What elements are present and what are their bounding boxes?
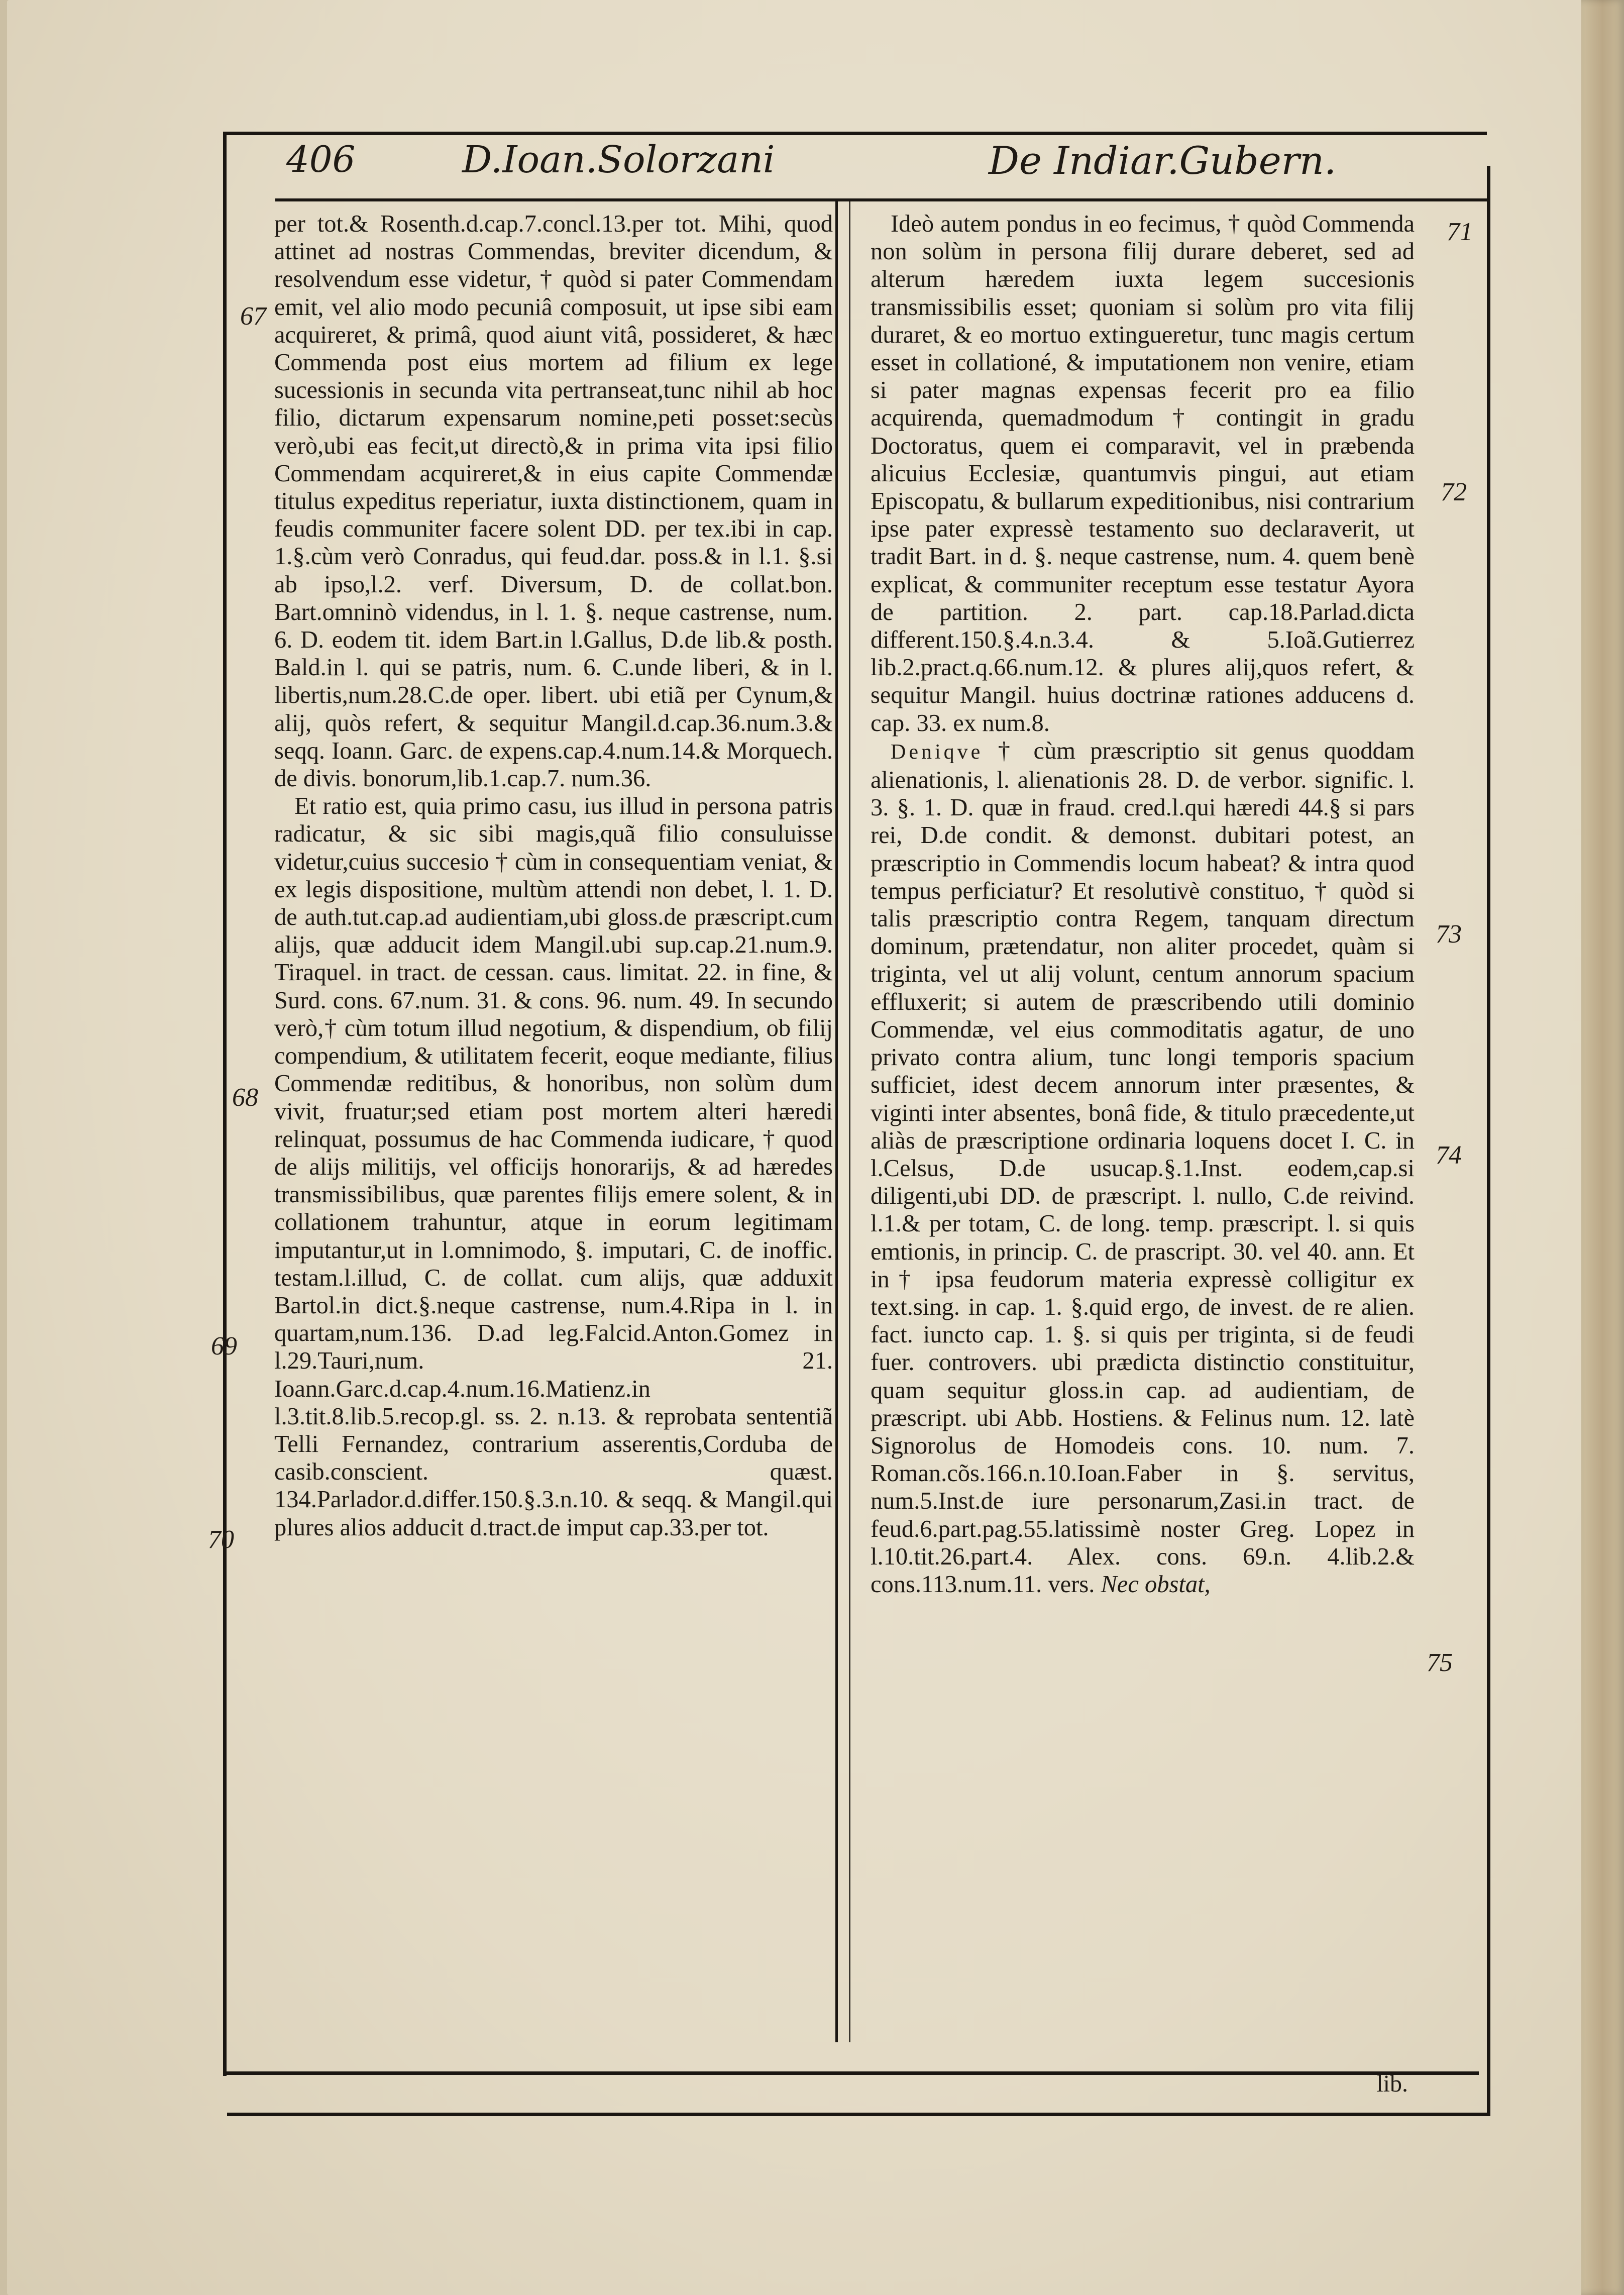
section-lead-word: Deniqve — [891, 740, 984, 764]
paragraph — [871, 737, 1415, 1598]
margin-number-left: 67 — [240, 302, 266, 331]
frame-left-rule — [223, 132, 227, 2076]
author-heading: D.Ioan.Solorzani — [462, 138, 775, 181]
margin-number-left: 68 — [232, 1083, 258, 1112]
frame-bottom-rule — [223, 2071, 1479, 2075]
margin-number-right: 73 — [1436, 920, 1462, 949]
margin-number-right: 72 — [1441, 478, 1467, 506]
paragraph: per tot.& Rosenth.d.cap.7.concl.13.per tot. Mihi, quod attinet ad nostras Commendas, breviter dicendum, & resolvendum esse videtur, † quòd si pater Commendam emit, vel alio modo pecuniâ composuit, ut ipse sibi eam acquireret, & primâ, quod aiunt vitâ, possideret, & hæc Commenda post eius mortem ad filium ex lege sucessionis in secunda vita pertranseat,tunc nihil ab hoc filio, dictarum expensarum nomine,peti posset:secùs verò,ubi eas fecit,ut directò,& in prima vita ipsi filio Commendam acquireret,& in eius capite Commendæ titulus expeditus reperiatur, iuxta distinctionem, quam in feudis communiter facere solent DD. per tex.ibi in cap. 1.§.cùm verò Conradus, qui feud.dar. poss.& in l.1. §.si ab ipso,l.2. verf. Diversum, D. de collat.bon. Bart.omninò videndus, in l. 1. §. neque castrense, num. 6. D. eodem tit. idem Bart.in l.Gallus, D.de lib.& posth. Bald.in l. qui se patris, num. 6. C.unde liberi, & in l. libertis,num.28.C.de oper. libert. ubi etiã per Cynum,& alij, quòs refert, & sequitur Mangil.d.cap.36.num.3.& seqq. Ioann. Garc. de expens.cap.4.num.14.& Morquech. de divis. bonorum,lib.1.cap.7. num.36. — [274, 211, 833, 792]
margin-number-left: 70 — [208, 1525, 234, 1554]
header-underline — [275, 198, 1487, 201]
frame-bottom-rule-lower — [227, 2113, 1490, 2116]
running-head — [286, 138, 1512, 198]
catchword: lib. — [1376, 2070, 1408, 2097]
binding-edge — [1581, 0, 1624, 2295]
paragraph: Et ratio est, quia primo casu, ius illud in persona patris radicatur, & sic sibi magis,quã filio consuluisse videtur,cuius succesio † cùm in consequentiam veniat, & ex legis dispositione, multùm attendi non debet, l. 1. D. de auth.tut.cap.ad audientiam,ubi gloss.de præscript.cum alijs, quæ adducit idem Mangil.ubi sup.cap.21.num.9. Tiraquel. in tract. de cessan. caus. limitat. 22. in fine, & Surd. cons. 67.num. 31. & cons. 96. num. 49. In secundo verò,† cùm totum illud negotium, & dispendium, ob filij compendium, & utilitatem fecerit, eoque mediante, filius Commendæ reditibus, & honoribus, non solùm dum vivit, fruatur;sed etiam post mortem alteri hæredi relinquat, possumus de hac Commenda iudicare, † quod de alijs militijs, vel officijs honorarijs, & ad hæredes transmissibilibus, quæ parentes filijs emere solent, & in collationem trahuntur, atque in eorum legitimam imputantur,ut in l.omnimodo, §. imputari, C. de inoffic. testam.l.illud, C. de collat. cum alijs, quæ adduxit Bartol.in dict.§.neque castrense, num.4.Ripa in l. in quartam,num.136. D.ad leg.Falcid.Anton.Gomez in l.29.Tauri,num. 21. Ioann.Garc.d.cap.4.num.16.Matienz.in l.3.tit.8.lib.5.recop.gl. ss. 2. n.13. & reprobata sententiã Telli Fernandez, contrarium asserentis,Corduba de casib.conscient. quæst. 134.Parlador.d.differ.150.§.3.n.10. & seqq. & Mangil.qui plures alios adducit d.tract.de imput cap.33.per tot. — [274, 793, 833, 1541]
subject-heading: De Indiar.Gubern. — [989, 138, 1337, 183]
margin-number-right: 75 — [1427, 1648, 1453, 1677]
paragraph: Ideò autem pondus in eo fecimus, † quòd Commenda non solùm in persona filij durare deberet, sed ad alterum hæredem iuxta legem succesionis transmissibilis esset; quoniam si solùm pro vita filij duraret, & eo mortuo extingueretur, tunc magis certum esset in collationé, & imputationem non venire, etiam si pater magnas expensas fecerit pro ea filio acquirenda, quemadmodum † contingit in gradu Doctoratus, quem ei comparavit, vel in præbenda alicuius Ecclesiæ, quantumvis pingui, aut etiam Episcopatu, & bullarum expeditionibus, nisi contrarium ipse pater expressè testamento suo declaraverit, ut tradit Bart. in d. §. neque castrense, num. 4. quem benè explicat, & communiter receptum esse testatur Ayora de partition. 2. part. cap.18.Parlad.dicta different.150.§.4.n.3.4. & 5.Ioã.Gutierrez lib.2.pract.q.66.num.12. & plures alij,quos refert, & sequitur Mangil. huius doctrinæ rationes adducens d. cap. 33. ex num.8. — [871, 211, 1415, 737]
margin-number-left: 69 — [211, 1332, 237, 1361]
column-divider-second — [849, 201, 850, 2042]
margin-number-right: 71 — [1447, 218, 1473, 246]
margin-number-right: 74 — [1436, 1141, 1462, 1170]
right-column — [871, 210, 1415, 1598]
frame-top-rule — [224, 132, 1487, 135]
paragraph-tail: Nec obstat, — [1101, 1571, 1211, 1598]
frame-right-rule — [1487, 166, 1490, 2116]
page-number: 406 — [286, 138, 356, 180]
paragraph-text: † cùm præscriptio sit genus quoddam alienationis, l. alienationis 28. D. de verbor. signific. l. 3. §. 1. D. quæ in fraud. cred.l.qui hæredi 44.§ si pars rei, D.de condit. & demonst. dubitari potest, an præscriptio in Commendis locum habeat? & intra quod tempus perficiatur? Et resolutivè constituo, † quòd si talis præscriptio contra Regem, tanquam directum dominum, prætendatur, non aliter procedet, quàm si triginta, vel ut alij volunt, centum annorum spacium effluxerit; si autem de præscribendo utili dominio Commendæ, vel eius commoditatis agatur, de uno privato contra alium, tunc longi temporis spacium sufficiet, idest decem annorum inter præsentes, & viginti inter absentes, bonâ fide, & titulo præcedente,ut aliàs de præscriptione ordinaria loquens docet I. C. in l.Celsus, D.de usucap.§.1.Inst. eodem,cap.si diligenti,ubi DD. de præscript. l. nullo, C.de reivind. l.1.& per totam, C. de long. temp. præscript. l. si quis emtionis, in princip. C. de prascript. 30. vel 40. ann. Et in† ipsa feudorum materia expressè colligitur ex text.sing. in cap. 1. §.quid ergo, de invest. de re alien. fact. iuncto cap. 1. §. si quis per triginta, si de feudi fuer. controvers. ubi prædicta distinctio constituitur, quam sequitur gloss.in cap. ad audientiam, de præscript. ubi Abb. Hostiens. & Felinus num. 12. latè Signorolus de Homodeis cons. 10. num. 7. Roman.cõs.166.n.10.Ioan.Faber in §. servitus, num.5.Inst.de iure personarum,Zasi.in tract. de feud.6.part.pag.55.latissimè noster Greg. Lopez in l.10.tit.26.part.4. Alex. cons. 69.n. 4.lib.2.& cons.113.num.11. vers. — [871, 737, 1415, 1598]
left-column — [274, 210, 833, 1541]
column-divider — [835, 201, 838, 2042]
